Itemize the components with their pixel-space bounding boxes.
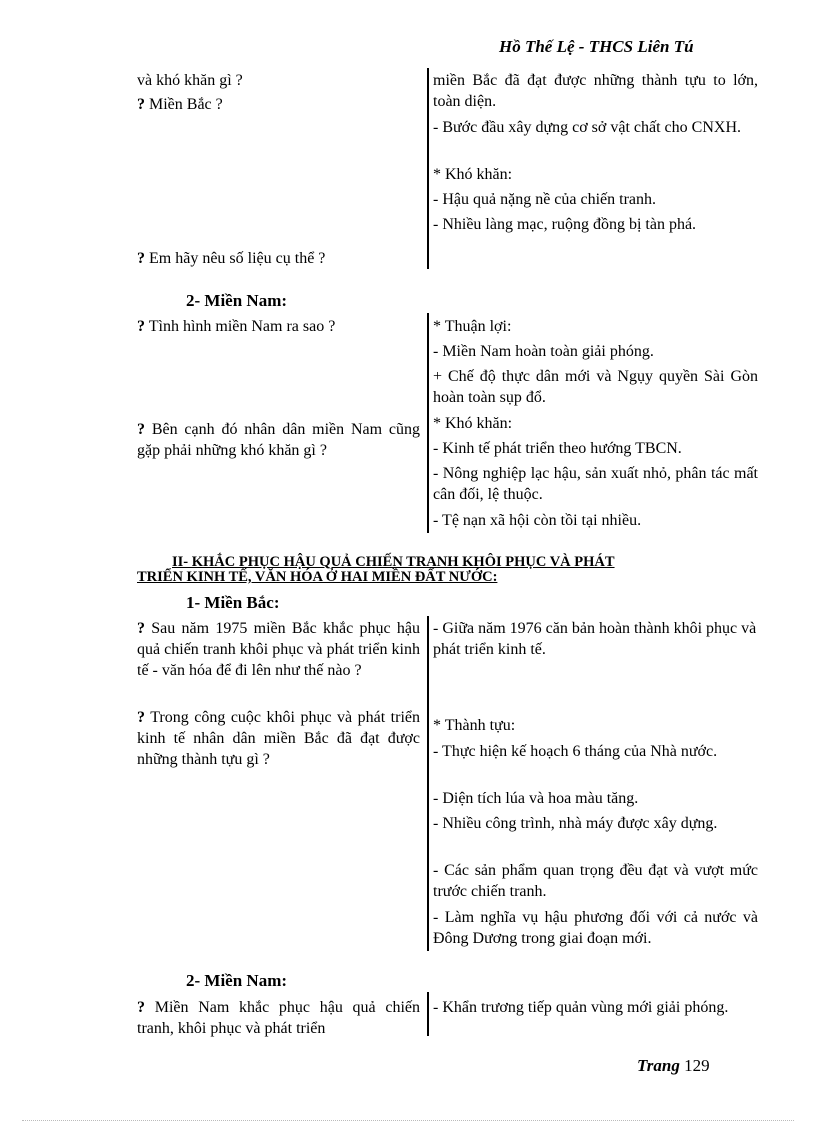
question-text: Miền Nam khắc phục hậu quả chiến tranh, khôi phục và phát triển: [137, 999, 420, 1037]
answer-item: - Hậu quả nặng nề của chiến tranh.: [433, 191, 657, 208]
question-mark: ?: [137, 96, 145, 113]
question-mark: ?: [137, 421, 145, 438]
heading-mien-bac: 1- Miền Bắc:: [186, 593, 280, 612]
section-title-line: TRIỂN KINH TẾ, VĂN HÓA Ở HAI MIỀN ĐẤT NƯỚC:: [137, 569, 498, 585]
answer-item: * Thành tựu:: [433, 717, 516, 734]
answer-item: - Các sản phẩm quan trọng đều đạt và vượt mức trước chiến tranh.: [433, 862, 758, 900]
question-mark: ?: [137, 250, 145, 267]
answer-item: - Diện tích lúa và hoa màu tăng.: [433, 790, 639, 807]
answer-item: * Thuận lợi:: [433, 318, 512, 335]
column-divider: [427, 616, 429, 951]
question-mark: ?: [137, 318, 145, 335]
question-mark: ?: [137, 999, 145, 1016]
question-text: Bên cạnh đó nhân dân miền Nam cũng gặp phải những khó khăn gì ?: [137, 421, 420, 459]
answer-item: - Nông nghiệp lạc hậu, sản xuất nhỏ, phân tác mất cân đối, lệ thuộc.: [433, 465, 758, 503]
answer-item: - Thực hiện kế hoạch 6 tháng của Nhà nước.: [433, 743, 718, 760]
question-mien-bac: [137, 94, 420, 115]
answer-item: - Khẩn trương tiếp quản vùng mới giải phóng.: [433, 999, 729, 1016]
question-text: Trong công cuộc khôi phục và phát triển kinh tế nhân dân miền Bắc đã đạt được những thành tựu gì ?: [137, 709, 420, 768]
column-divider: [427, 68, 429, 269]
question-text: Em hãy nêu số liệu cụ thể ?: [149, 250, 326, 267]
page-number: 129: [684, 1056, 710, 1075]
question-text: Miền Bắc ?: [149, 96, 223, 113]
answer-item: - Làm nghĩa vụ hậu phương đối với cả nước và Đông Dương trong giai đoạn mới.: [433, 909, 758, 947]
question-mark: ?: [137, 620, 145, 637]
answer-item: - Nhiều công trình, nhà máy được xây dựng.: [433, 815, 718, 832]
answer-item: - Miền Nam hoàn toàn giải phóng.: [433, 343, 654, 360]
footer-label: Trang: [637, 1056, 680, 1075]
answer-item: * Khó khăn:: [433, 415, 513, 432]
page-footer: [637, 1056, 710, 1076]
heading-mien-nam: 2- Miền Nam:: [186, 291, 288, 310]
question-thanh-tuu: [137, 707, 420, 770]
question-sau-1975: [137, 618, 420, 681]
question-tinh-hinh: [137, 316, 420, 337]
question-mark: ?: [137, 709, 145, 726]
answer-item: - Tệ nạn xã hội còn tồi tại nhiều.: [433, 512, 642, 529]
section-title-line: II- KHẮC PHỤC HẬU QUẢ CHIẾN TRANH KHÔI PHỤC VÀ PHÁT: [172, 554, 615, 570]
answer-item: - Nhiều làng mạc, ruộng đồng bị tàn phá.: [433, 216, 697, 233]
page-bottom-border: [22, 1120, 794, 1121]
section-title: [137, 555, 727, 585]
question-text: Tình hình miền Nam ra sao ?: [148, 318, 336, 335]
column-divider: [427, 992, 429, 1036]
answer-item: miền Bắc đã đạt được những thành tựu to lớn, toàn diện.: [433, 72, 758, 110]
question-so-lieu: [137, 248, 420, 269]
answer-item: * Khó khăn:: [433, 166, 513, 183]
answer-item: + Chế độ thực dân mới và Ngụy quyền Sài Gòn hoàn toàn sụp đổ.: [433, 368, 758, 406]
answer-item: - Bước đầu xây dựng cơ sở vật chất cho CNXH.: [433, 119, 741, 136]
question-khac-phuc: [137, 997, 420, 1039]
column-divider: [427, 313, 429, 533]
question-continuation: và khó khăn gì ?: [137, 72, 243, 89]
page-header-author: Hồ Thế Lệ - THCS Liên Tú: [499, 37, 694, 56]
question-kho-khan: [137, 419, 420, 461]
answer-item: - Giữa năm 1976 căn bản hoàn thành khôi phục và phát triển kinh tế.: [433, 620, 757, 658]
answer-item: - Kinh tế phát triển theo hướng TBCN.: [433, 440, 682, 457]
question-text: Sau năm 1975 miền Bắc khắc phục hậu quả chiến tranh khôi phục và phát triển kinh tế - văn hóa để đi lên như thế nào ?: [137, 620, 421, 679]
heading-mien-nam-2: 2- Miền Nam:: [186, 971, 288, 990]
